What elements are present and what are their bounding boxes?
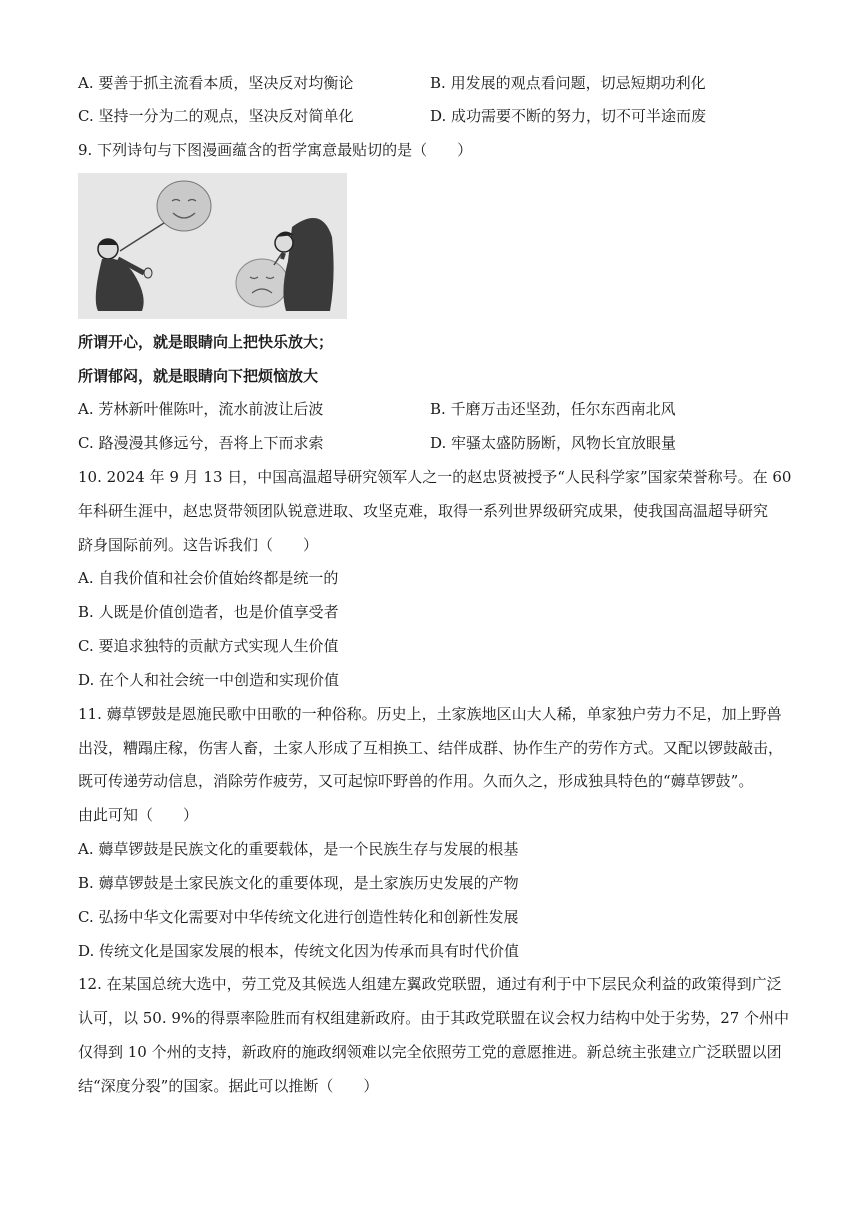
q12-stem-line-2: 认可，以 50. 9%的得票率险胜而有权组建新政府。由于其政党联盟在议会权力结构中处于劣势，27 个州中 [78, 1009, 790, 1027]
q10-option-d: D. 在个人和社会统一中创造和实现价值 [78, 671, 340, 689]
q11-stem-line-2: 出没，糟蹋庄稼，伤害人畜，土家人形成了互相换工、结伴成群、协作生产的劳作方式。又配以锣鼓敲击， [78, 739, 784, 757]
q11-stem-line-4: 由此可知（ ） [78, 806, 199, 824]
q10-option-a: A. 自我价值和社会价值始终都是统一的 [78, 569, 339, 587]
cartoon-image [78, 173, 347, 319]
q8-option-a: A. 要善于抓主流看本质，坚决反对均衡论 [78, 74, 354, 92]
q10-stem-line-3: 跻身国际前列。这告诉我们（ ） [78, 536, 319, 554]
q9-option-d: D. 牢骚太盛防肠断，风物长宜放眼量 [430, 434, 677, 452]
q9-caption-line-2: 所谓郁闷，就是眼睛向下把烦恼放大 [78, 367, 319, 385]
q12-stem-line-3: 仅得到 10 个州的支持，新政府的施政纲领难以完全依照劳工党的意愿推进。新总统主张建立广泛联盟以团 [78, 1043, 782, 1061]
q11-option-b: B. 薅草锣鼓是土家民族文化的重要体现，是土家族历史发展的产物 [78, 874, 519, 892]
q11-stem-line-1: 11. 薅草锣鼓是恩施民歌中田歌的一种俗称。历史上，土家族地区山大人稀，单家独户劳力不足，加上野兽 [78, 705, 782, 723]
q8-option-c: C. 坚持一分为二的观点，坚决反对简单化 [78, 107, 354, 125]
cartoon-illustration [78, 173, 347, 319]
q9-caption-line-1: 所谓开心，就是眼睛向上把快乐放大； [78, 333, 334, 351]
q12-stem-line-1: 12. 在某国总统大选中，劳工党及其候选人组建左翼政党联盟，通过有利于中下层民众利益的政策得到广泛 [78, 975, 782, 993]
q9-stem: 9. 下列诗句与下图漫画蕴含的哲学寓意最贴切的是（ ） [78, 141, 473, 159]
q10-stem-line-2: 年科研生涯中，赵忠贤带领团队锐意进取、攻坚克难，取得一系列世界级研究成果，使我国高温超导研究 [78, 502, 769, 520]
q10-option-b: B. 人既是价值创造者，也是价值享受者 [78, 603, 339, 621]
q11-option-a: A. 薅草锣鼓是民族文化的重要载体，是一个民族生存与发展的根基 [78, 840, 519, 858]
q9-option-a: A. 芳林新叶催陈叶，流水前波让后波 [78, 400, 324, 418]
q11-option-d: D. 传统文化是国家发展的根本，传统文化因为传承而具有时代价值 [78, 942, 520, 960]
q8-option-b: B. 用发展的观点看问题，切忌短期功利化 [430, 74, 706, 92]
q11-option-c: C. 弘扬中华文化需要对中华传统文化进行创造性转化和创新性发展 [78, 908, 519, 926]
q9-option-c: C. 路漫漫其修远兮，吾将上下而求索 [78, 434, 324, 452]
q11-stem-line-3: 既可传递劳动信息，消除劳作疲劳，又可起惊吓野兽的作用。久而久之，形成独具特色的“薅草锣鼓”。 [78, 772, 754, 790]
q8-option-d: D. 成功需要不断的努力，切不可半途而废 [430, 107, 707, 125]
q10-stem-line-1: 10. 2024 年 9 月 13 日，中国高温超导研究领军人之一的赵忠贤被授予“人民科学家”国家荣誉称号。在 60 [78, 468, 792, 486]
q12-stem-line-4: 结“深度分裂”的国家。据此可以推断（ ） [78, 1077, 379, 1095]
q10-option-c: C. 要追求独特的贡献方式实现人生价值 [78, 637, 339, 655]
q9-option-b: B. 千磨万击还坚劲，任尔东西南北风 [430, 400, 676, 418]
